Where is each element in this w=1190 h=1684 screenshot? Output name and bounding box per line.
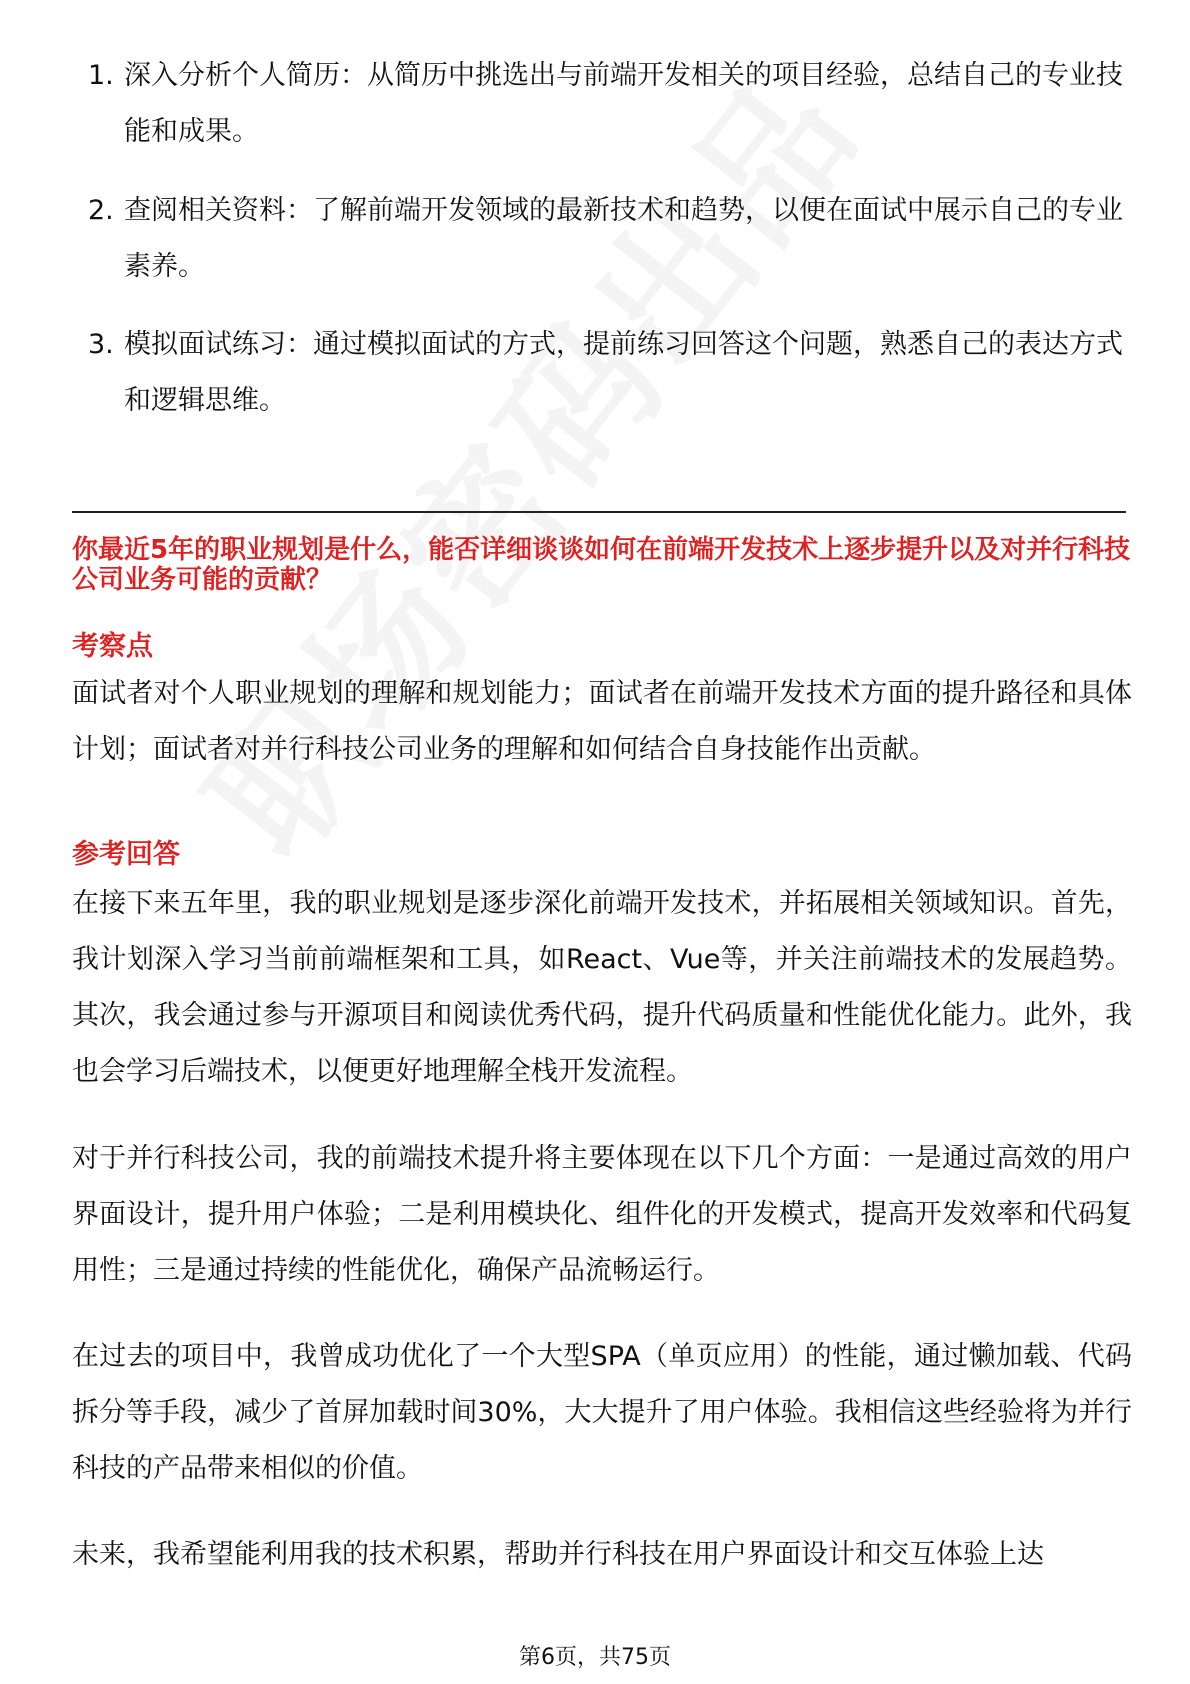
answer-paragraph: 未来，我希望能利用我的技术积累，帮助并行科技在用户界面设计和交互体验上达 xyxy=(72,1539,1044,1570)
answer-paragraph: 对于并行科技公司，我的前端技术提升将主要体现在以下几个方面：一是通过高效的用户界面设计，提升用户体验；二是利用模块化、组件化的开发模式，提高开发效率和代码复用性；三是通过持续的性能优化，确保产品流畅运行。 xyxy=(72,1143,1132,1286)
list-item-number: 3. xyxy=(88,329,114,360)
list-item-text: 查阅相关资料：了解前端开发领域的最新技术和趋势，以便在面试中展示自己的专业素养。 xyxy=(124,195,1123,282)
list-item-text: 模拟面试练习：通过模拟面试的方式，提前练习回答这个问题，熟悉自己的表达方式和逻辑思维。 xyxy=(124,329,1123,416)
page-number: 第6页，共75页 xyxy=(519,1645,671,1670)
section-divider xyxy=(72,511,1126,513)
list-item-number: 1. xyxy=(88,60,114,91)
answer-section-title: 参考回答 xyxy=(72,839,180,870)
answer-paragraph: 在过去的项目中，我曾成功优化了一个大型SPA（单页应用）的性能，通过懒加载、代码拆分等手段，减少了首屏加载时间30%，大大提升了用户体验。我相信这些经验将为并行科技的产品带来相似的价值。 xyxy=(72,1341,1132,1484)
answer-paragraph: 在接下来五年里，我的职业规划是逐步深化前端开发技术，并拓展相关领域知识。首先，我计划深入学习当前前端框架和工具，如React、Vue等，并关注前端技术的发展趋势。其次，我会通过参与开源项目和阅读优秀代码，提升代码质量和性能优化能力。此外，我也会学习后端技术，以便更好地理解全栈开发流程。 xyxy=(72,888,1132,1087)
question-heading: 你最近5年的职业规划是什么，能否详细谈谈如何在前端开发技术上逐步提升以及对并行科技公司业务可能的贡献？ xyxy=(72,535,1131,595)
focus-text: 面试者对个人职业规划的理解和规划能力；面试者在前端开发技术方面的提升路径和具体计划；面试者对并行科技公司业务的理解和如何结合自身技能作出贡献。 xyxy=(72,678,1132,765)
list-item-text: 深入分析个人简历：从简历中挑选出与前端开发相关的项目经验，总结自己的专业技能和成果。 xyxy=(124,60,1123,147)
list-item-number: 2. xyxy=(88,195,114,226)
focus-section-title: 考察点 xyxy=(72,631,153,662)
